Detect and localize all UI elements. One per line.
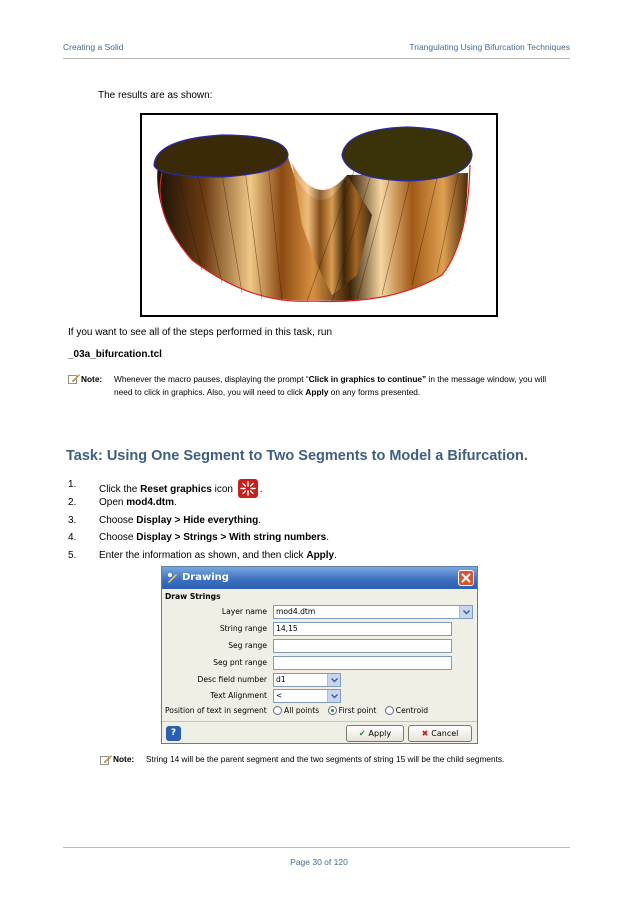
radio-all-points[interactable] [273, 706, 319, 715]
step-number: 2. [68, 496, 77, 508]
step-pre: Choose [99, 514, 137, 526]
cross-icon: ✖ [421, 729, 429, 738]
checkmark-icon: ✔ [358, 729, 366, 738]
step-bold: mod4.dtm [126, 496, 175, 508]
seg-pnt-range-input[interactable] [273, 656, 452, 670]
radio-label: Centroid [395, 706, 429, 715]
step-tail: . [259, 484, 263, 495]
note-pencil-icon [100, 755, 112, 765]
step-bold: Display > Strings > With string numbers [136, 532, 327, 544]
bifurcation-figure [140, 113, 498, 317]
seg-pnt-range-row [162, 656, 477, 670]
step-text [99, 550, 337, 561]
radio-selected-icon[interactable] [328, 706, 337, 715]
seg-range-label: Seg range [228, 641, 267, 650]
task-title: Task: Using One Segment to Two Segments to Model a Bifurcation. [66, 448, 528, 464]
layer-name-value: mod4.dtm [276, 607, 316, 616]
radio-icon[interactable] [273, 706, 282, 715]
text-alignment-value: < [276, 691, 283, 700]
chevron-down-icon[interactable] [327, 690, 340, 702]
note-bold-prompt: Click in graphics to continue” [308, 374, 427, 384]
radio-icon[interactable] [385, 706, 394, 715]
layer-name-row [162, 605, 477, 619]
desc-field-row [162, 673, 477, 687]
macro-filename: _03a_bifurcation.tcl [68, 349, 162, 360]
position-row [162, 704, 477, 718]
page-number: Page 30 of 120 [290, 857, 348, 867]
step-post: . [326, 532, 329, 544]
radio-centroid[interactable] [385, 706, 428, 715]
step-pre: Click the [99, 484, 141, 495]
position-radio-group [273, 706, 434, 715]
cancel-button[interactable] [408, 725, 472, 742]
step-post: . [258, 514, 262, 526]
step-text [99, 532, 329, 543]
step-number: 1. [68, 479, 77, 490]
section-heading: Draw Strings [165, 592, 221, 601]
string-range-row [162, 622, 477, 636]
seg-range-input[interactable] [273, 639, 452, 653]
bifurcation-render-icon [142, 115, 496, 315]
note-text-part: in the message window, you will need to click in graphics. Also, you will need to click [114, 374, 547, 397]
note-text: String 14 will be the parent segment and the two segments of string 15 will be the child segments. [146, 754, 505, 764]
step-bold: Display > Hide everything [136, 514, 259, 526]
layer-name-label: Layer name [221, 607, 267, 616]
string-range-label: String range [219, 624, 267, 633]
note-text [114, 373, 564, 398]
step-text [99, 479, 263, 498]
step-pre: Open [99, 496, 127, 508]
help-button[interactable]: ? [166, 726, 181, 741]
instruction-paragraph: If you want to see all of the steps performed in this task, run [68, 327, 333, 338]
step-pre: Choose [99, 532, 137, 544]
text-alignment-row [162, 689, 477, 703]
step-post: icon [211, 484, 233, 495]
close-icon [459, 571, 473, 585]
radio-label: All points [284, 706, 320, 715]
header-divider [63, 58, 570, 59]
step-bold: Apply [306, 550, 335, 562]
text-alignment-label: Text Alignment [210, 691, 267, 700]
chevron-down-icon[interactable] [459, 606, 472, 618]
step-pre: Enter the information as shown, and then click [99, 550, 307, 562]
position-label: Position of text in segment [165, 706, 267, 715]
step-bold: Reset graphics [140, 484, 212, 495]
seg-range-row [162, 639, 477, 653]
step-number: 5. [68, 550, 77, 562]
note-bold-apply: Apply [305, 386, 329, 397]
seg-pnt-range-label: Seg pnt range [213, 658, 267, 667]
step-post: . [334, 550, 337, 562]
drawing-dialog [161, 566, 478, 744]
string-range-input[interactable]: 14,15 [273, 622, 452, 636]
desc-field-value: d1 [276, 675, 286, 684]
cancel-label: Cancel [431, 729, 459, 738]
note-label: Note: [81, 374, 103, 384]
note-label: Note: [113, 754, 135, 764]
reset-graphics-icon [238, 479, 258, 498]
note-pencil-icon [68, 374, 80, 384]
dialog-title: Drawing [182, 572, 229, 583]
text-alignment-select[interactable] [273, 689, 341, 703]
drawing-app-icon [167, 572, 178, 583]
header-right: Triangulating Using Bifurcation Techniques [409, 42, 570, 52]
footer-divider [63, 847, 570, 848]
apply-label: Apply [368, 729, 392, 738]
intro-text: The results are as shown: [98, 90, 213, 101]
note-text-part: on any forms presented. [328, 386, 421, 397]
apply-button[interactable] [346, 725, 404, 742]
chevron-down-icon[interactable] [327, 674, 340, 686]
desc-field-label: Desc field number [197, 675, 267, 684]
step-post: . [174, 496, 177, 508]
step-text [99, 497, 177, 508]
step-text [99, 515, 261, 526]
radio-label: First point [338, 706, 377, 715]
dialog-titlebar[interactable] [162, 567, 477, 589]
layer-name-select[interactable] [273, 605, 473, 619]
dialog-footer [162, 721, 477, 743]
radio-first-point[interactable] [328, 706, 377, 715]
close-button[interactable] [458, 570, 474, 586]
header-left: Creating a Solid [63, 42, 124, 52]
step-number: 3. [68, 514, 77, 526]
note-text-part: Whenever the macro pauses, displaying the prompt “ [114, 374, 309, 384]
desc-field-select[interactable] [273, 673, 341, 687]
step-number: 4. [68, 532, 77, 544]
